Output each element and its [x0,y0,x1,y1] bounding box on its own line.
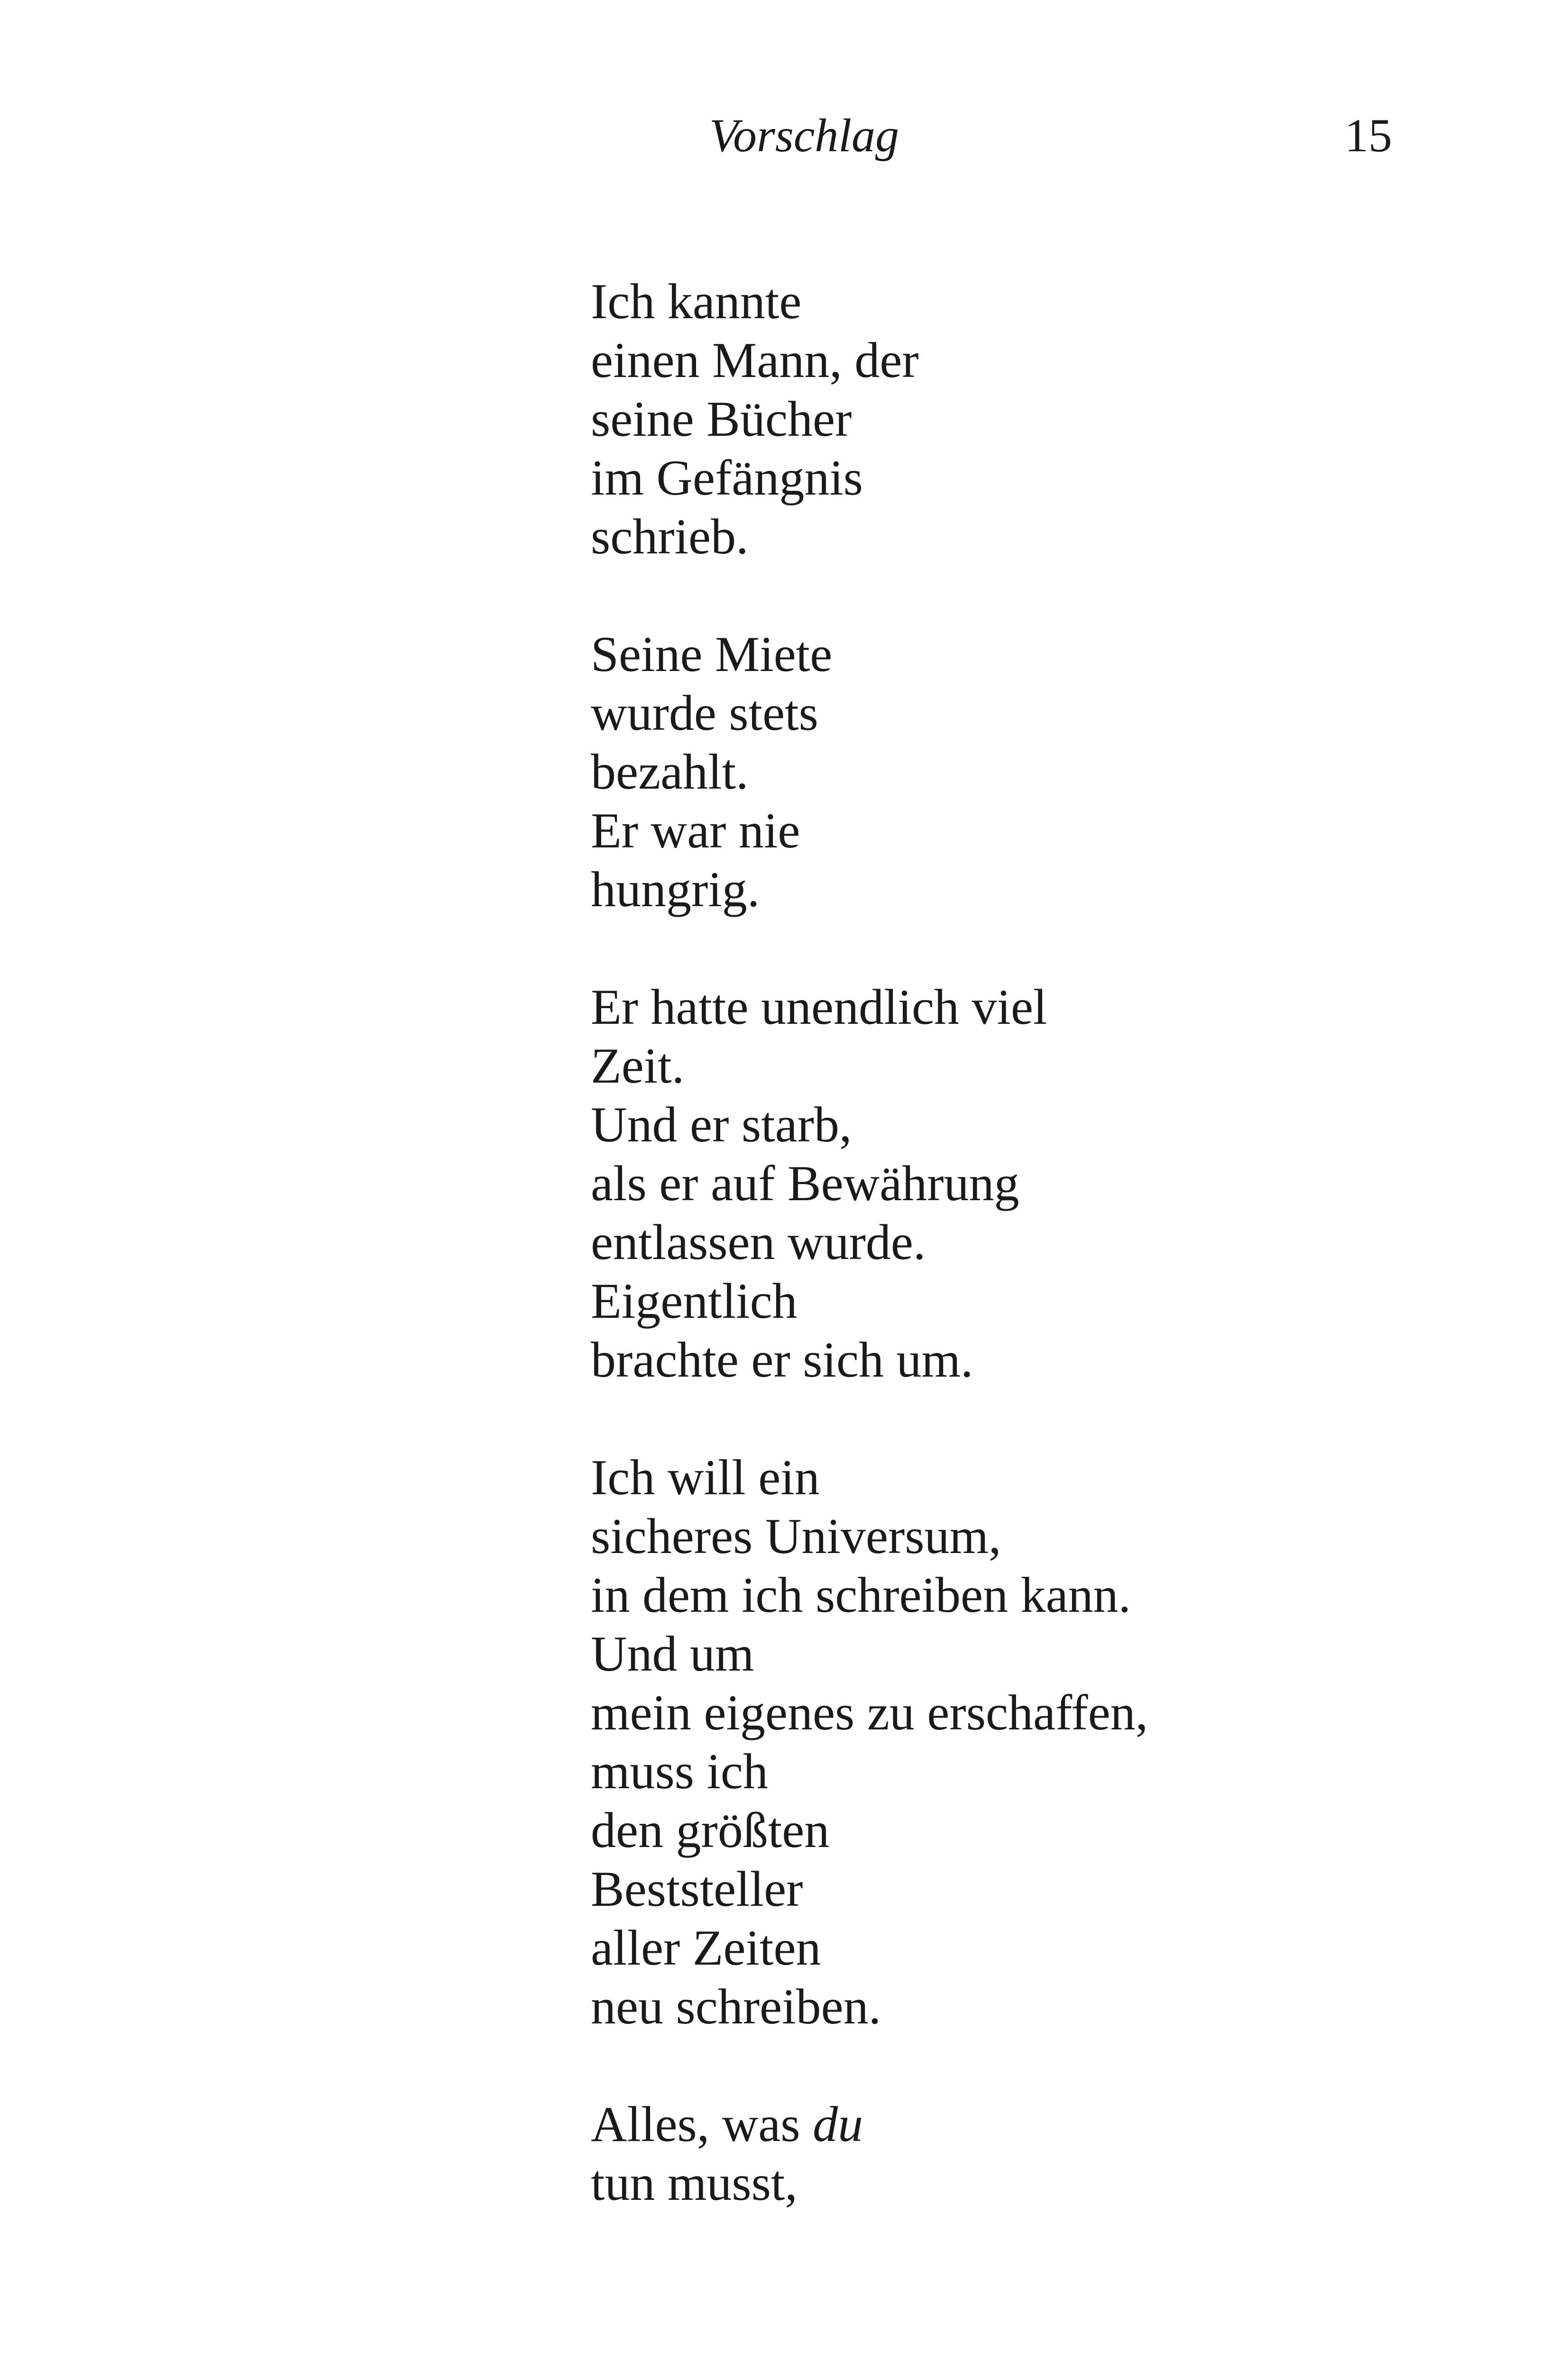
poem-line: einen Mann, der [591,332,919,388]
page-number: 15 [1345,109,1392,162]
poem-line: Zeit. [591,1038,685,1094]
stanza-3 [591,978,1492,1389]
poem-line: als er auf Bewährung [591,1156,1019,1211]
poem-line: Ich kannte [591,274,802,329]
poem-line: bezahlt. [591,744,749,800]
poem-line: wurde stets [591,685,818,741]
poem-line [591,2095,1492,2154]
poem-line: in dem ich schreiben kann. [591,1567,1131,1623]
poem-line: seine Bücher [591,391,852,447]
poem-line: Seine Miete [591,626,833,682]
poem-line: entlassen wurde. [591,1214,926,1270]
stanza-4 [591,1448,1492,2036]
poem-line: Beststeller [591,1861,803,1917]
emphasized-word: du [813,2096,863,2152]
poem-line: den größten [591,1802,830,1858]
stanza-5 [591,2095,1492,2213]
poem-line: neu schreiben. [591,1979,881,2034]
running-title: Vorschlag [709,109,899,162]
poem-line: tun musst, [591,2155,798,2211]
poem-line: muss ich [591,1744,768,1799]
poem-line: Eigentlich [591,1273,798,1329]
poem-line: brachte er sich um. [591,1332,973,1388]
poem-line: aller Zeiten [591,1920,821,1976]
poem-line: schrieb. [591,509,749,564]
poem-line: Er war nie [591,803,800,858]
poem-line: Ich will ein [591,1450,820,1505]
poem-line-text: Alles, was [591,2096,800,2152]
poem-line: im Gefängnis [591,450,863,505]
poem-line: sicheres Universum, [591,1508,1001,1564]
stanza-2 [591,625,1492,919]
poem-body [591,272,1492,2271]
stanza-1 [591,272,1492,566]
poem-line: hungrig. [591,862,760,917]
poem-line: Und er starb, [591,1097,852,1152]
poem-line: Er hatte unendlich viel [591,979,1047,1035]
poem-line: mein eigenes zu erschaffen, [591,1685,1148,1740]
poem-line: Und um [591,1626,754,1682]
